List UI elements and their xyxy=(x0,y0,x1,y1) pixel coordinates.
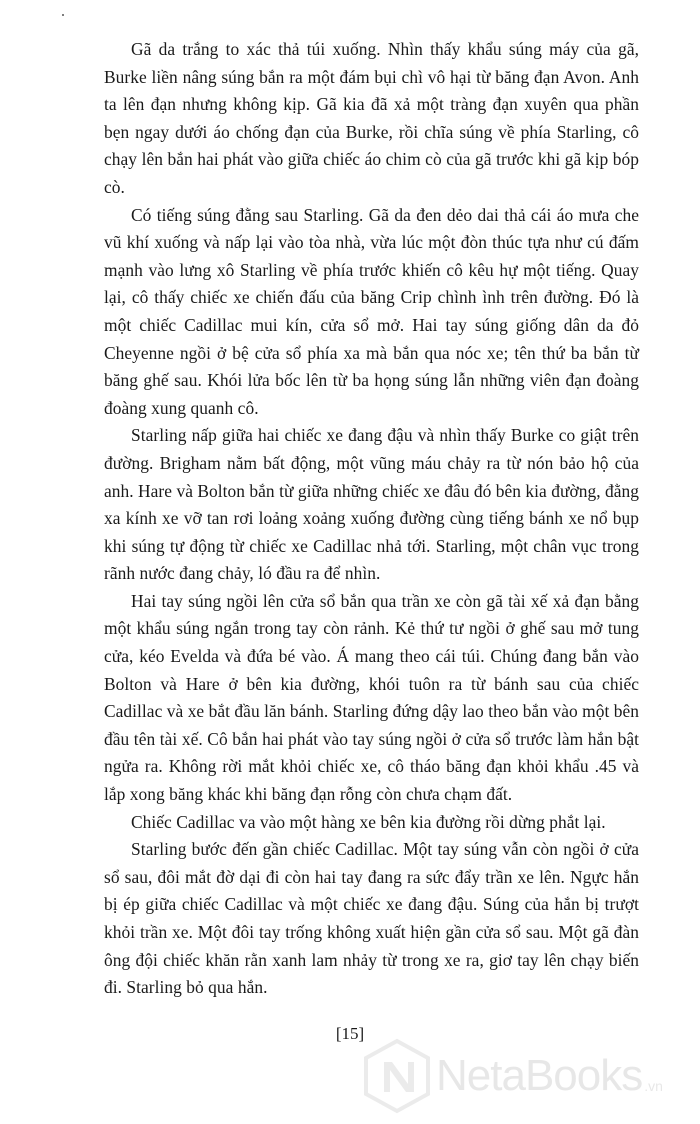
corner-mark xyxy=(62,14,64,16)
paragraph: Starling nấp giữa hai chiếc xe đang đậu và nhìn thấy Burke co giật trên đường. Brigham nằm bất động, một vũng máu chảy ra từ nón bảo hộ của anh. Hare và Bolton bắn từ giữa những chiếc xe đâu đó bên kia đường, đằng xa kính xe vỡ tan rơi loảng xoảng xuống đường cùng tiếng bánh xe nổ bụp khi súng tự động từ chiếc xe Cadillac nhả tới. Starling, một chân vục trong rãnh nước đang chảy, ló đầu ra để nhìn. xyxy=(104,425,639,584)
watermark xyxy=(362,1036,692,1116)
watermark-suffix: .vn xyxy=(644,1078,663,1094)
paragraph: Chiếc Cadillac va vào một hàng xe bên kia đường rồi dừng phắt lại. xyxy=(131,811,606,832)
paragraph: Hai tay súng ngồi lên cửa sổ bắn qua trần xe còn gã tài xế xả đạn bằng một khẩu súng ngắn trong tay còn rảnh. Kẻ thứ tư ngồi ở ghế sau mở tung cửa, kéo Evelda và đứa bé vào. Á mang theo cái túi. Chúng đang bắn vào Bolton và Hare ở bên kia đường, khói tuôn ra từ bánh sau của chiếc Cadillac và xe bắt đầu lăn bánh. Starling đứng dậy lao theo bắn vào một bên đầu tên tài xế. Cô bắn hai phát vào tay súng ngồi ở cửa sổ trước làm hắn bật ngửa ra. Không rời mắt khỏi chiếc xe, cô tháo băng đạn khỏi khẩu .45 và lắp xong băng khác khi băng đạn rỗng còn chưa chạm đất. xyxy=(104,590,639,805)
watermark-brand: NetaBooks xyxy=(436,1051,643,1100)
page-number: [15] xyxy=(335,1024,365,1043)
paragraph: Gã da trắng to xác thả túi xuống. Nhìn thấy khẩu súng máy của gã, Burke liền nâng súng bắn ra một đám bụi chì vô hại từ băng đạn Avon. Anh ta lên đạn nhưng không kịp. Gã kia đã xả một tràng đạn xuyên qua phần bẹn ngay dưới áo chống đạn của Burke, rồi chĩa súng về phía Starling, cô chạy lên bắn hai phát vào giữa chiếc áo chim cò của gã trước khi gã kịp bóp cò. xyxy=(104,39,639,197)
paragraph: Starling bước đến gần chiếc Cadillac. Một tay súng vẫn còn ngồi ở cửa sổ sau, đôi mắt đờ dại đi còn hai tay đang ra sức đẩy trần xe lên. Ngực hắn bị ép giữa chiếc Cadillac và một chiếc xe đang đậu. Súng của hắn bị trượt khỏi trần xe. Một đôi tay trống không xuất hiện gần cửa sổ sau. Một gã đàn ông đội chiếc khăn rằn xanh lam nhảy từ trong xe ra, giơ tay lên chạy biến đi. Starling bỏ qua hắn. xyxy=(104,839,639,998)
paragraph: Có tiếng súng đằng sau Starling. Gã da đen dẻo dai thả cái áo mưa che vũ khí xuống và nấp lại vào tòa nhà, vừa lúc một đòn thúc tựa như cú đấm mạnh vào lưng xô Starling về phía trước khiến cô kêu hự một tiếng. Quay lại, cô thấy chiếc xe chiến đấu của băng Crip chình ình trên đường. Đó là một chiếc Cadillac mui kín, cửa sổ mở. Hai tay súng giống dân da đỏ Cheyenne ngồi ở bệ cửa sổ phía xa mà bắn qua nóc xe; tên thứ ba bắn từ băng ghế sau. Khói lửa bốc lên từ ba họng súng lẫn những viên đạn đoàng đoàng xung quanh cô. xyxy=(104,204,639,418)
body-text xyxy=(104,36,639,1002)
neta-n-logo-icon xyxy=(362,1038,432,1114)
